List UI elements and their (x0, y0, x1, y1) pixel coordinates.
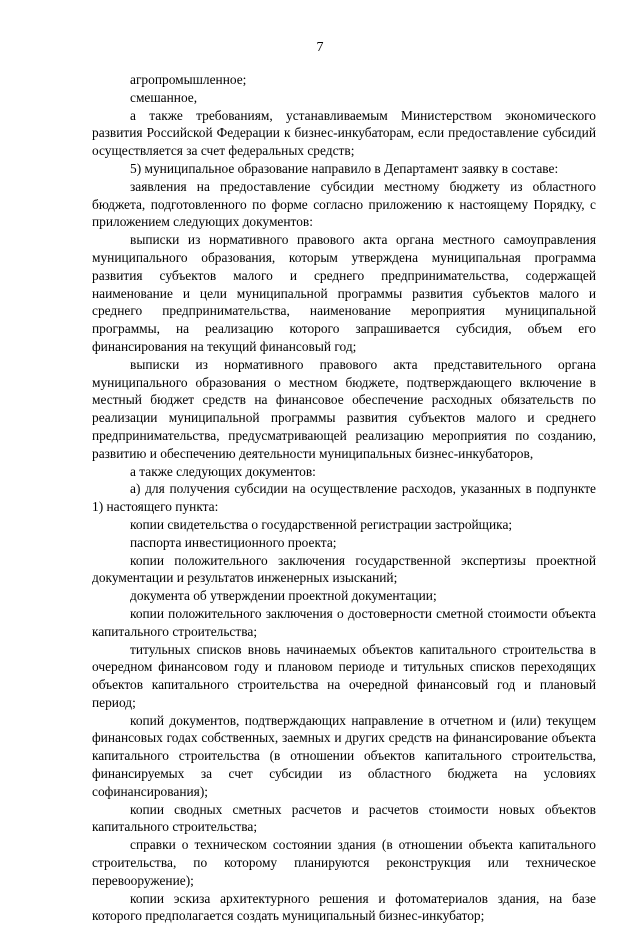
paragraph: выписки из нормативного правового акта органа местного самоуправления муниципального образования, которым утверждена муниципальная программа развития субъектов малого и среднего предпринимательства, содержащей наименование и цели муниципальной программы развития субъектов малого и среднего предпринимательства, наименование мероприятия муниципальной программы, на реализацию которого запрашивается субсидия, объем его финансирования на текущий финансовый год; (92, 232, 596, 354)
paragraph: копии положительного заключения о достоверности сметной стоимости объекта капитального строительства; (92, 605, 596, 639)
paragraph: копий документов, подтверждающих направление в отчетном и (или) текущем финансовых годах собственных, заемных и других средств на финансирование объекта капитального строительства (в отношении объектов капитального строительства, финансируемых за счет субсидии из областного бюджета на условиях софинансирования); (92, 712, 596, 799)
paragraph: паспорта инвестиционного проекта; (130, 534, 337, 550)
page-number: 7 (316, 40, 324, 55)
document-body (92, 71, 596, 925)
paragraph: копии свидетельства о государственной регистрации застройщика; (130, 516, 513, 532)
paragraph: копии эскиза архитектурного решения и фотоматериалов здания, на базе которого предполагается создать муниципальный бизнес-инкубатор; (92, 890, 596, 924)
paragraph: а также следующих документов: (130, 463, 316, 479)
paragraph: документа об утверждении проектной документации; (130, 588, 437, 604)
paragraph: а) для получения субсидии на осуществление расходов, указанных в подпункте 1) настоящего пункта: (92, 481, 596, 515)
paragraph: заявления на предоставление субсидии местному бюджету из областного бюджета, подготовленного по форме согласно приложению к настоящему Порядку, с приложением следующих документов: (92, 178, 596, 230)
paragraph: а также требованиям, устанавливаемым Министерством экономического развития Российской Федерации к бизнес-инкубаторам, если предоставление субсидий осуществляется за счет федеральных средств; (92, 107, 596, 159)
paragraph: выписки из нормативного правового акта представительного органа муниципального образования о местном бюджете, подтверждающего включение в местный бюджет средств на финансовое обеспечение расходных обязательств по реализации муниципальной программы развития субъектов малого и среднего предпринимательства, предусматривающей реализацию мероприятия по созданию, развитию и обеспечению деятельности муниципальных бизнес-инкубаторов, (92, 356, 596, 461)
paragraph: титульных списков вновь начинаемых объектов капитального строительства в очередном финансовом году и плановом периоде и титульных списков переходящих объектов капитального строительства на очередной финансовый год и плановый период; (92, 641, 596, 710)
paragraph: 5) муниципальное образование направило в Департамент заявку в составе: (130, 160, 559, 176)
paragraph: агропромышленное; (130, 72, 247, 87)
paragraph: копии положительного заключения государственной экспертизы проектной документации и результатов инженерных изысканий; (92, 552, 596, 586)
paragraph: копии сводных сметных расчетов и расчетов стоимости новых объектов капитального строительства; (92, 801, 596, 835)
paragraph: смешанное, (130, 89, 198, 105)
paragraph: справки о техническом состоянии здания (в отношении объекта капитального строительства, по которому планируются реконструкция или техническое перевооружение); (92, 837, 596, 888)
